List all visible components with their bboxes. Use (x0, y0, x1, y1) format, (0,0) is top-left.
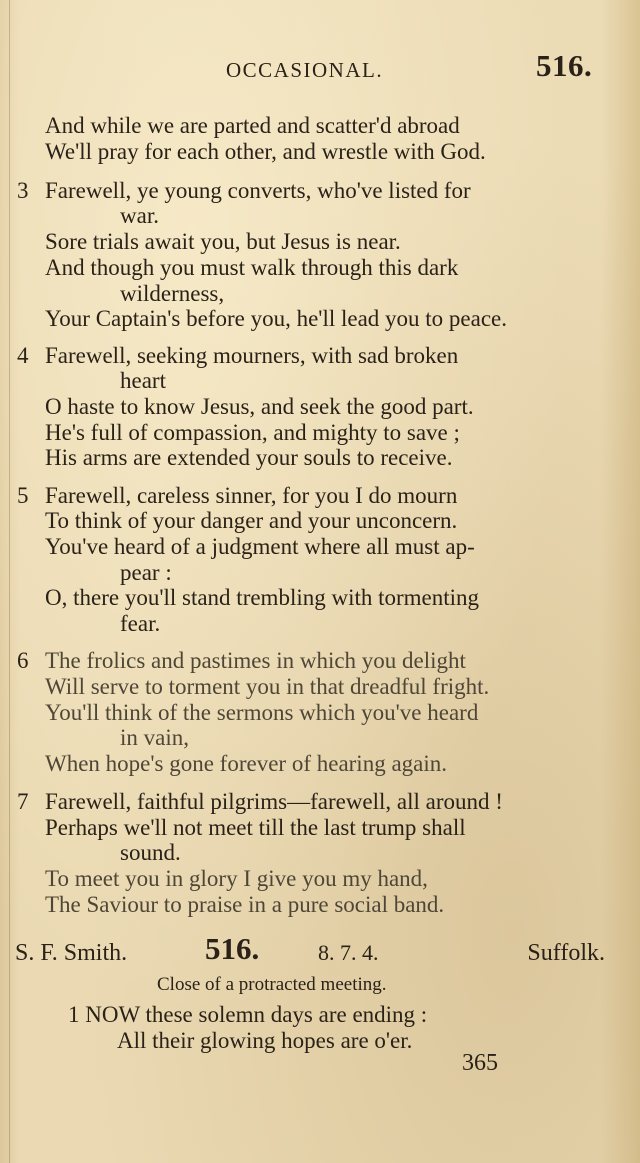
hymn-line: Farewell, faithful pilgrims—farewell, all around ! (45, 789, 503, 814)
hymn-line: We'll pray for each other, and wrestle with God. (45, 139, 486, 164)
hymn-line: And though you must walk through this dark (45, 255, 459, 280)
hymn-line: 1 NOW these solemn days are ending : (68, 1002, 428, 1027)
page-gutter-edge (9, 0, 10, 1163)
hymn-line: O, there you'll stand trembling with tormenting (45, 585, 480, 610)
hymn-subtitle: Close of a protracted meeting. (157, 974, 387, 995)
verse-number: 3 (17, 178, 29, 203)
hymn-line: The Saviour to praise in a pure social band. (45, 892, 445, 917)
hymn-line: Perhaps we'll not meet till the last trump shall (45, 815, 466, 840)
verse-number: 4 (17, 343, 29, 368)
hymn-page-number: 516. (536, 48, 593, 83)
hymn-line: To think of your danger and your unconcern. (45, 508, 458, 533)
hymn-line: Farewell, careless sinner, for you I do mourn (45, 483, 458, 508)
hymn-line: You've heard of a judgment where all must ap- (45, 534, 475, 559)
running-title: OCCASIONAL. (226, 58, 384, 82)
hymn-line: sound. (120, 840, 181, 865)
hymn-line: wilderness, (120, 281, 225, 306)
hymn-line: O haste to know Jesus, and seek the good part. (45, 394, 474, 419)
hymn-line: When hope's gone forever of hearing again. (45, 751, 448, 776)
page-header (0, 48, 640, 88)
verse-number: 5 (17, 483, 29, 508)
hymn-number: 516. (205, 931, 260, 966)
verse-number: 7 (17, 789, 29, 814)
hymn-line: To meet you in glory I give you my hand, (45, 866, 428, 891)
hymn-line: His arms are extended your souls to receive. (45, 445, 453, 470)
hymn-tune: Suffolk. (527, 940, 605, 966)
hymn-line: Your Captain's before you, he'll lead you to peace. (45, 306, 507, 331)
hymn-line: in vain, (120, 725, 189, 750)
hymn-line: Farewell, seeking mourners, with sad broken (45, 343, 459, 368)
hymn-line: pear : (120, 560, 172, 585)
folio-number: 365 (462, 1050, 498, 1076)
hymn-line: Farewell, ye young converts, who've listed for (45, 178, 471, 203)
hymn-meter: 8. 7. 4. (318, 940, 379, 965)
hymn-line: Will serve to torment you in that dreadful fright. (45, 674, 490, 699)
hymn-line: The frolics and pastimes in which you delight (45, 648, 466, 673)
hymn-line: You'll think of the sermons which you've heard (45, 700, 479, 725)
hymn-line: fear. (120, 611, 161, 636)
hymn-line: He's full of compassion, and mighty to save ; (45, 420, 460, 445)
hymn-line: All their glowing hopes are o'er. (117, 1028, 413, 1053)
verse-number: 6 (17, 648, 29, 673)
hymn-author: S. F. Smith. (15, 940, 128, 966)
hymn-line: heart (120, 368, 166, 393)
hymn-line: And while we are parted and scatter'd abroad (45, 113, 460, 138)
hymn-line: Sore trials await you, but Jesus is near. (45, 229, 401, 254)
hymn-line: war. (120, 203, 159, 228)
hymn-header (15, 931, 605, 971)
